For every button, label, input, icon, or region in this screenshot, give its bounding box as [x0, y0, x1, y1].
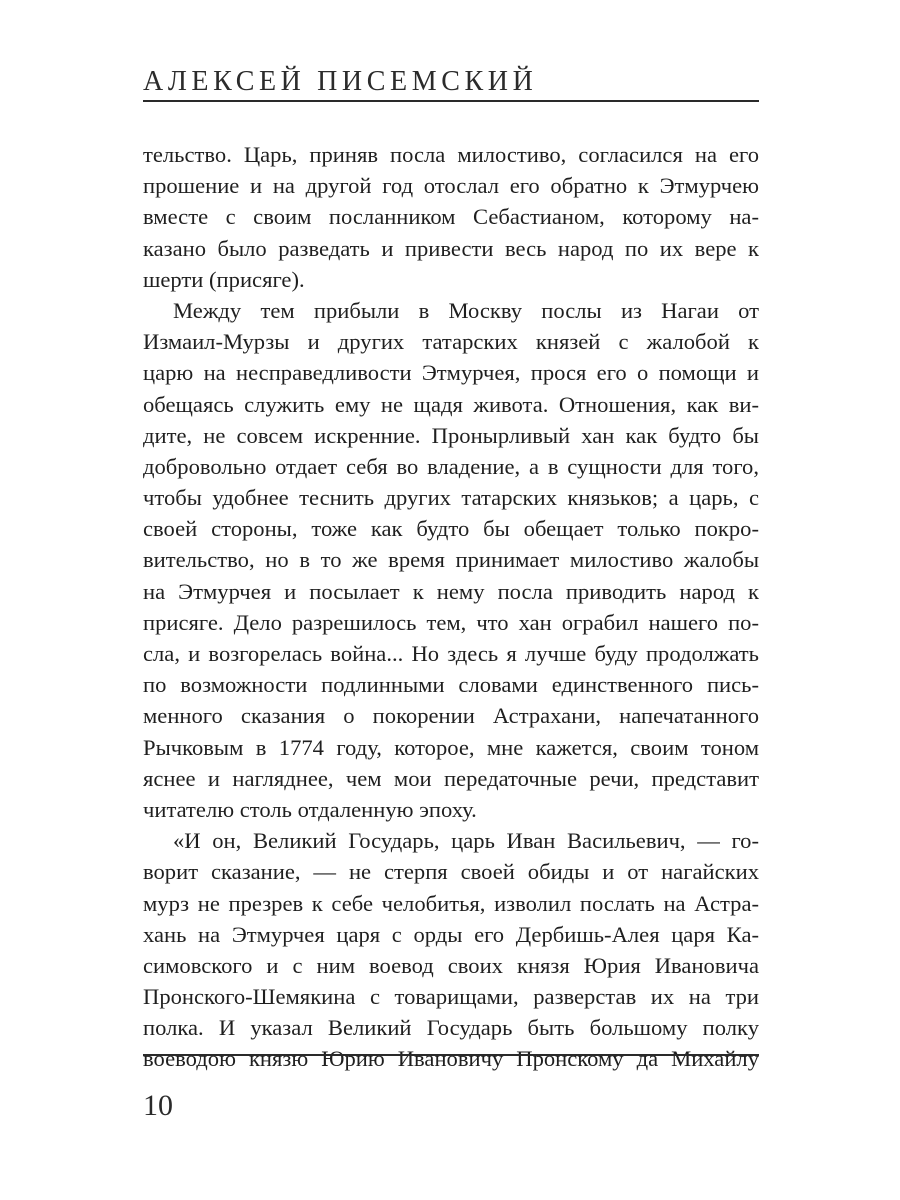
text-line: Пронского-Шемякина с товарищами, разверстав их на три — [143, 984, 759, 1010]
text-line: чтобы удобнее теснить других татарских князьков; а царь, с — [143, 485, 759, 511]
text-line: Между тем прибыли в Москву послы из Нагаи от — [173, 297, 759, 323]
text-line: ворит сказание, — не стерпя своей обиды и от нагайских — [143, 859, 759, 885]
text-line: вительство, но в то же время принимает милостиво жалобы — [143, 547, 759, 573]
text-line: хань на Этмурчея царя с орды его Дербишь-Алея царя Ка- — [143, 921, 759, 947]
text-line: дите, не совсем искренние. Пронырливый хан как будто бы — [143, 422, 759, 448]
text-line: Измаил-Мурзы и других татарских князей с жалобой к — [143, 329, 759, 355]
text-line: присяге. Дело разрешилось тем, что хан ограбил нашего по- — [143, 609, 759, 635]
running-head-author: АЛЕКСЕЙ ПИСЕМСКИЙ — [143, 66, 538, 97]
text-line: обещаясь служить ему не щадя живота. Отношения, как ви- — [143, 391, 759, 417]
text-line: полка. И указал Великий Государь быть большому полку — [143, 1015, 759, 1041]
text-line: вместе с своим посланником Себастианом, которому на- — [143, 204, 759, 230]
text-line: своей стороны, тоже как будто бы обещает только покро- — [143, 516, 759, 542]
text-line: по возможности подлинными словами единственного пись- — [143, 672, 759, 698]
text-line: менного сказания о покорении Астрахани, напечатанного — [143, 703, 759, 729]
text-line: сла, и возгорелась война... Но здесь я лучше буду продолжать — [143, 641, 759, 666]
text-line: казано было разведать и привести весь народ по их вере к — [143, 235, 759, 261]
text-line: воеводою князю Юрию Ивановичу Пронскому да Михайлу — [143, 1046, 759, 1072]
text-line: на Этмурчея и посылает к нему посла приводить народ к — [143, 578, 759, 604]
text-line: шерти (присяге). — [143, 266, 305, 292]
text-line: Рычковым в 1774 году, которое, мне кажется, своим тоном — [143, 734, 759, 760]
footer-rule — [143, 1054, 759, 1056]
header-rule — [143, 100, 759, 102]
text-line: «И он, Великий Государь, царь Иван Васильевич, — го- — [173, 828, 759, 854]
body-text — [143, 139, 759, 1075]
text-line: прошение и на другой год отослал его обратно к Этмурчею — [143, 173, 759, 199]
text-line: мурз не презрев к себе челобитья, изволил послать на Астра- — [143, 890, 759, 916]
text-line: добровольно отдает себя во владение, а в сущности для того, — [143, 453, 759, 479]
text-line: царю на несправедливости Этмурчея, прося его о помощи и — [143, 360, 759, 386]
text-line: яснее и нагляднее, чем мои передаточные речи, представит — [143, 765, 759, 791]
text-line: симовского и с ним воевод своих князя Юрия Ивановича — [143, 952, 759, 978]
page-number: 10 — [143, 1089, 173, 1122]
text-line: читателю столь отдаленную эпоху. — [143, 796, 477, 822]
text-line: тельство. Царь, приняв посла милостиво, согласился на его — [143, 142, 759, 167]
